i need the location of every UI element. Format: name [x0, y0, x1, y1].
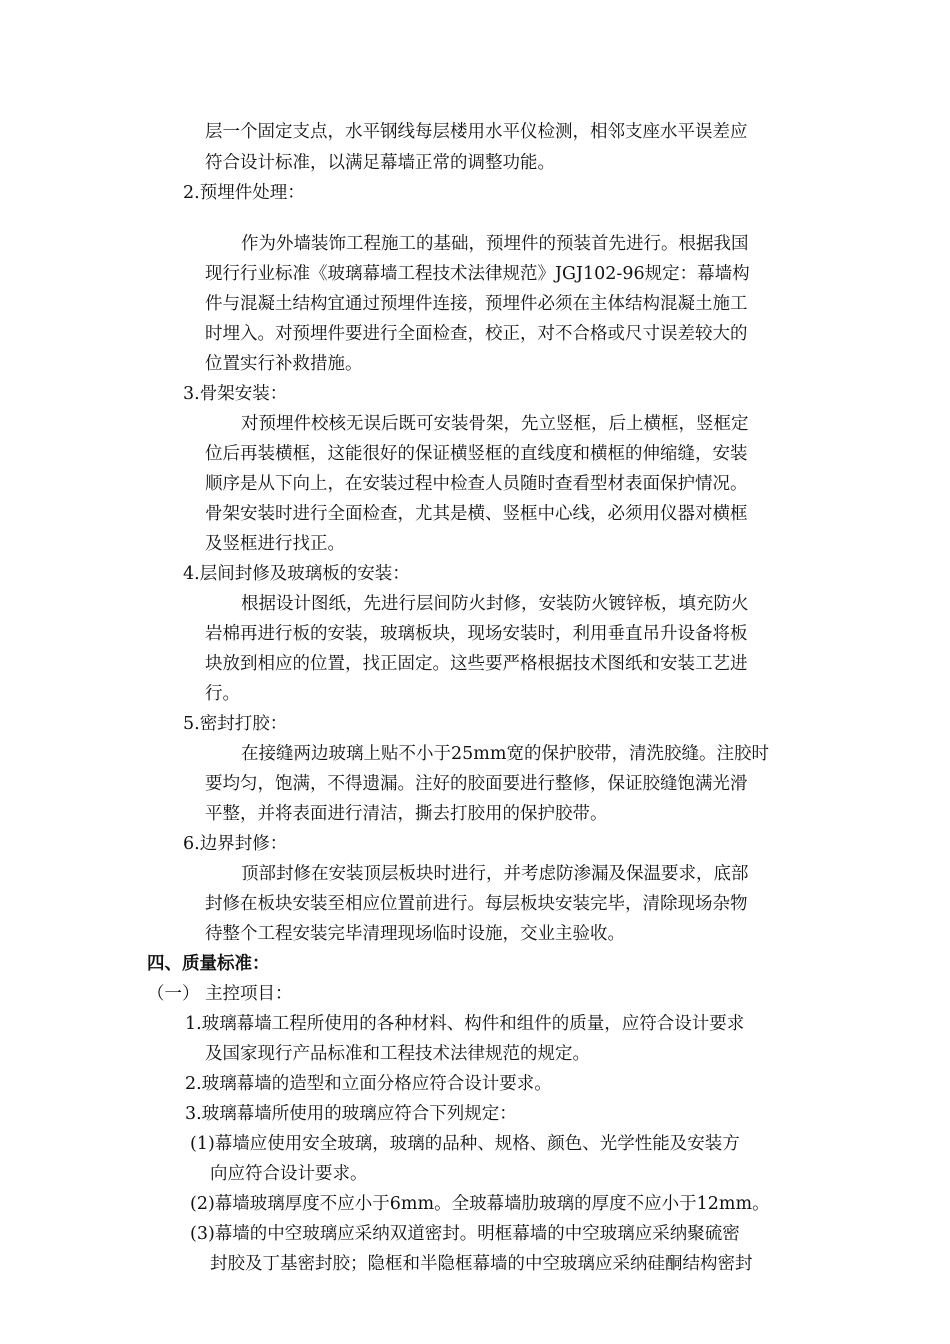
paragraph-line: 层一个固定支点，水平钢线每层楼用水平仪检测，相邻支座水平误差应 [205, 122, 748, 142]
paragraph-line: 时埋入。对预埋件要进行全面检查，校正，对不合格或尺寸误差较大的 [205, 324, 748, 344]
paragraph-line: 件与混凝土结构宜通过预埋件连接，预埋件必须在主体结构混凝土施工 [205, 294, 748, 314]
paragraph-line: 封修在板块安装至相应位置前进行。每层板块安装完毕，清除现场杂物 [205, 894, 748, 914]
paragraph-line: 顺序是从下向上，在安装过程中检查人员随时查看型材表面保护情况。 [205, 474, 748, 494]
sub-list-item-line: (1)幕墙应使用安全玻璃，玻璃的品种、规格、颜色、光学性能及安装方 [190, 1134, 740, 1154]
paragraph-line: 要均匀，饱满，不得遗漏。注好的胶面要进行整修，保证胶缝饱满光滑 [205, 774, 748, 794]
list-item-line: 及国家现行产品标准和工程技术法律规范的规定。 [205, 1044, 590, 1064]
sub-list-item-line: 向应符合设计要求。 [210, 1164, 368, 1184]
item-heading: 4.层间封修及玻璃板的安装： [183, 564, 410, 584]
paragraph-line: 行。 [205, 684, 240, 704]
paragraph-line: 符合设计标准，以满足幕墙正常的调整功能。 [205, 153, 555, 173]
subsection-title: （一） 主控项目： [147, 984, 293, 1004]
paragraph-line: 顶部封修在安装顶层板块时进行，并考虑防渗漏及保温要求，底部 [241, 864, 749, 884]
item-heading: 3.骨架安装： [183, 384, 288, 404]
paragraph-line: 平整，并将表面进行清洁，撕去打胶用的保护胶带。 [205, 804, 608, 824]
paragraph-line: 对预埋件校核无误后既可安装骨架，先立竖框，后上横框，竖框定 [241, 414, 749, 434]
sub-list-item-line: 封胶及丁基密封胶；隐框和半隐框幕墙的中空玻璃应采纳硅酮结构密封 [210, 1254, 753, 1274]
item-heading: 6.边界封修： [183, 834, 288, 854]
list-item-line: 2.玻璃幕墙的造型和立面分格应符合设计要求。 [185, 1074, 552, 1094]
section-title: 四、质量标准： [147, 954, 270, 974]
list-item-line: 1.玻璃幕墙工程所使用的各种材料、构件和组件的质量，应符合设计要求 [185, 1014, 745, 1034]
sub-list-item-line: (3)幕墙的中空玻璃应采纳双道密封。明框幕墙的中空玻璃应采纳聚硫密 [190, 1224, 740, 1244]
item-heading: 5.密封打胶： [183, 714, 288, 734]
sub-list-item-line: (2)幕墙玻璃厚度不应小于6mm。全玻幕墙肋玻璃的厚度不应小于12mm。 [190, 1194, 770, 1214]
paragraph-line: 根据设计图纸，先进行层间防火封修，安装防火镀锌板，填充防火 [241, 594, 749, 614]
item-heading: 2.预埋件处理： [183, 183, 305, 203]
list-item-line: 3.玻璃幕墙所使用的玻璃应符合下列规定： [185, 1104, 517, 1124]
paragraph-line: 在接缝两边玻璃上贴不小于25mm宽的保护胶带，清洗胶缝。注胶时 [241, 744, 769, 764]
paragraph-line: 及竖框进行找正。 [205, 534, 345, 554]
paragraph-line: 作为外墙装饰工程施工的基础，预埋件的预装首先进行。根据我国 [241, 234, 749, 254]
paragraph-line: 待整个工程安装完毕清理现场临时设施，交业主验收。 [205, 924, 625, 944]
paragraph-line: 骨架安装时进行全面检查，尤其是横、竖框中心线，必须用仪器对横框 [205, 504, 748, 524]
paragraph-line: 岩棉再进行板的安装，玻璃板块，现场安装时，利用垂直吊升设备将板 [205, 624, 748, 644]
paragraph-line: 位后再装横框，这能很好的保证横竖框的直线度和横框的伸缩缝，安装 [205, 444, 748, 464]
paragraph-line: 现行行业标准《玻璃幕墙工程技术法律规范》JGJ102-96规定：幕墙构 [205, 264, 750, 284]
paragraph-line: 位置实行补救措施。 [205, 354, 363, 374]
paragraph-line: 块放到相应的位置，找正固定。这些要严格根据技术图纸和安装工艺进 [205, 654, 748, 674]
